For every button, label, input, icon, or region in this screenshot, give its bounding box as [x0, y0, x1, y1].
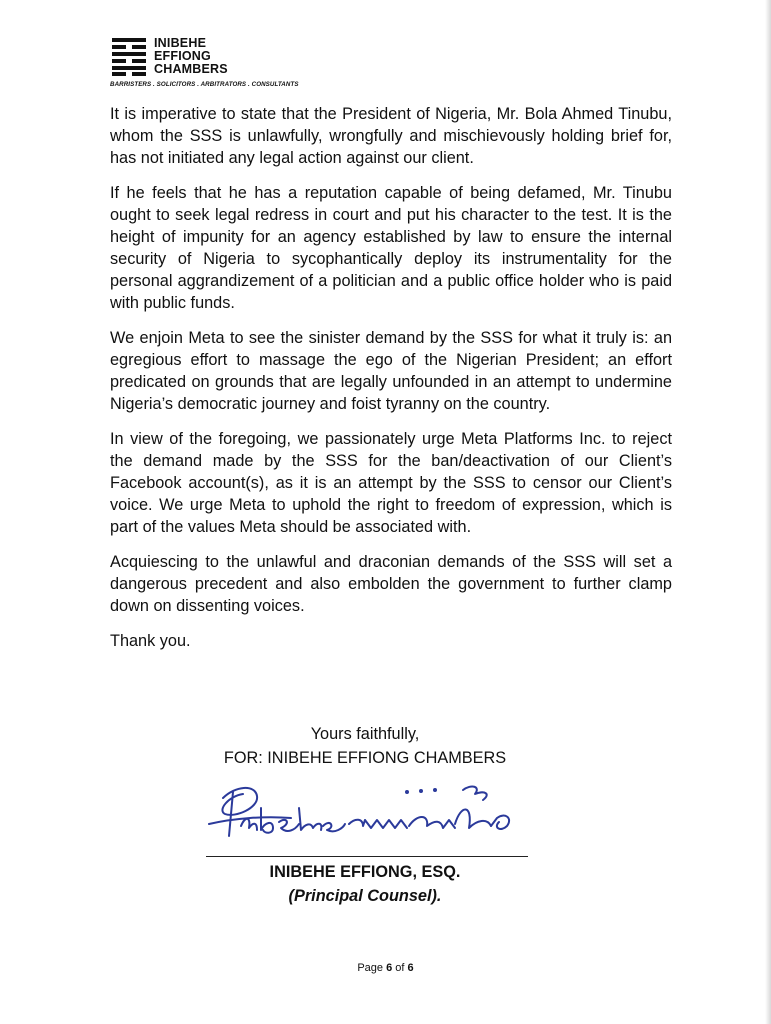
page-number — [0, 962, 771, 974]
firm-tagline: BARRISTERS . SOLICITORS . ARBITRATORS . CONSULTANTS — [110, 81, 299, 88]
firm-name-line-2: EFFIONG — [154, 49, 211, 63]
signature-line — [206, 856, 528, 857]
signatory-block — [200, 860, 530, 908]
page-edge-shadow — [765, 0, 771, 1024]
body-paragraph-2: If he feels that he has a reputation capable of being defamed, Mr. Tinubu ought to seek legal redress in court and put his character to the test. It is the height of impunity for an agency established by law to ensure the internal security of Nigeria to sycophantically deploy its instrumentality for the personal aggrandizement of a politician and a public office holder who is paid with public funds. — [110, 184, 672, 312]
page-prefix: Page — [357, 962, 384, 974]
firm-logo-icon — [112, 38, 146, 76]
letterhead — [110, 36, 370, 96]
page-total: 6 — [407, 962, 414, 974]
body-paragraph-5: Acquiescing to the unlawful and draconian demands of the SSS will set a dangerous precedent and also embolden the government to further clamp down on dissenting voices. — [110, 553, 672, 615]
page-current: 6 — [386, 962, 393, 974]
signatory-role: (Principal Counsel). — [288, 887, 442, 905]
body-paragraph-3: We enjoin Meta to see the sinister demand by the SSS for what it truly is: an egregious effort to massage the ego of the Nigerian President; an effort predicated on grounds that are legally unfounded in an attempt to undermine Nigeria’s democratic journey and foist tyranny on the country. — [110, 329, 672, 413]
body-paragraph-1: It is imperative to state that the President of Nigeria, Mr. Bola Ahmed Tinubu, whom the SSS is unlawfully, wrongfully and mischievously holding brief for, has not initiated any legal action against our client. — [110, 105, 672, 167]
thanks-line: Thank you. — [110, 632, 191, 650]
page-of: of — [395, 962, 405, 974]
firm-name-line-1: INIBEHE — [154, 36, 207, 50]
signatory-name: INIBEHE EFFIONG, ESQ. — [269, 863, 461, 881]
handwritten-signature — [195, 778, 535, 848]
firm-name — [154, 37, 228, 76]
body-paragraph-4: In view of the foregoing, we passionately urge Meta Platforms Inc. to reject the demand made by the SSS for the ban/deactivation of our Client’s Facebook account(s), as it is an attempt by the SSS to censor our Client’s voice. We urge Meta to uphold the right to freedom of expression, which is part of the values Meta should be associated with. — [110, 430, 672, 536]
firm-name-line-3: CHAMBERS — [154, 62, 228, 76]
letter-body — [110, 103, 672, 665]
sign-off — [200, 722, 530, 770]
for-firm-line: FOR: INIBEHE EFFIONG CHAMBERS — [223, 749, 507, 767]
valediction: Yours faithfully, — [310, 725, 420, 743]
